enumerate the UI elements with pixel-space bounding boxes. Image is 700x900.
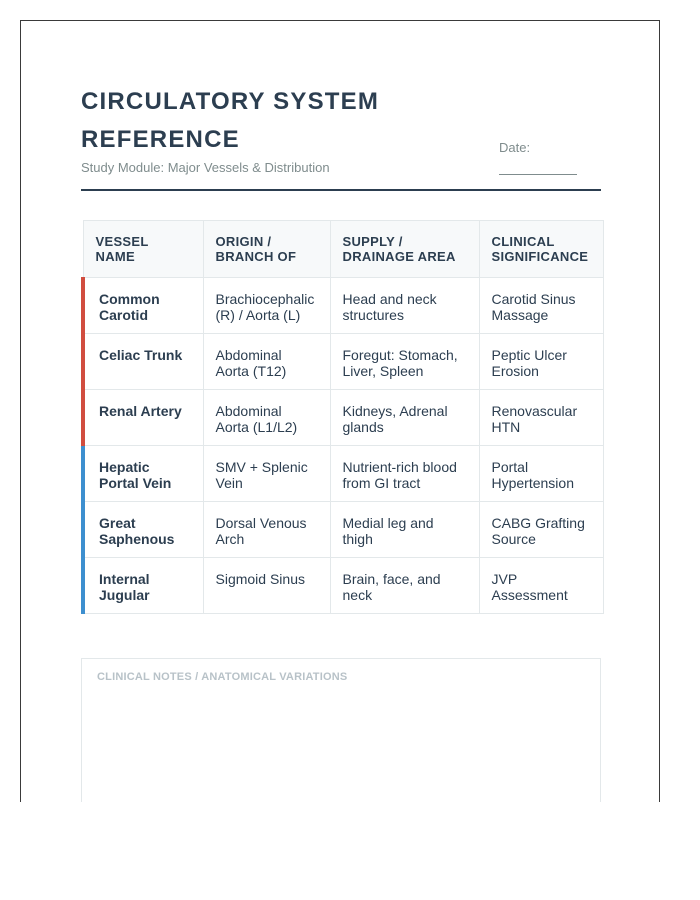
- vessel-name-cell: Hepatic Portal Vein: [83, 446, 203, 502]
- clinical-cell: JVP Assessment: [479, 558, 603, 614]
- supply-cell: Nutrient-rich blood from GI tract: [330, 446, 479, 502]
- table-row: [83, 558, 603, 614]
- page-header: [81, 81, 601, 191]
- vessel-table: [81, 220, 604, 614]
- vessel-name-cell: Great Saphenous: [83, 502, 203, 558]
- page-title: CIRCULATORY SYSTEM REFERENCE: [81, 88, 380, 153]
- table-row: [83, 446, 603, 502]
- supply-cell: Brain, face, and neck: [330, 558, 479, 614]
- page-subtitle: Study Module: Major Vessels & Distribution: [81, 160, 330, 175]
- clinical-cell: Renovascular HTN: [479, 390, 603, 446]
- document-page: [20, 20, 660, 802]
- clinical-notes-label: CLINICAL NOTES / ANATOMICAL VARIATIONS: [97, 671, 348, 683]
- vessel-name-cell: Celiac Trunk: [83, 334, 203, 390]
- date-label: Date:: [499, 140, 531, 155]
- clinical-cell: Carotid Sinus Massage: [479, 278, 603, 334]
- vessel-name-cell: Internal Jugular: [83, 558, 203, 614]
- supply-cell: Head and neck structures: [330, 278, 479, 334]
- origin-cell: Brachiocephalic (R) / Aorta (L): [203, 278, 330, 334]
- supply-cell: Kidneys, Adrenal glands: [330, 390, 479, 446]
- clinical-cell: Peptic Ulcer Erosion: [479, 334, 603, 390]
- origin-cell: SMV + Splenic Vein: [203, 446, 330, 502]
- column-header-supply: SUPPLY / DRAINAGE AREA: [330, 221, 479, 278]
- column-header-clinical: CLINICAL SIGNIFICANCE: [479, 221, 603, 278]
- table-header-row: [83, 221, 603, 278]
- supply-cell: Foregut: Stomach, Liver, Spleen: [330, 334, 479, 390]
- origin-cell: Abdominal Aorta (L1/L2): [203, 390, 330, 446]
- supply-cell: Medial leg and thigh: [330, 502, 479, 558]
- origin-cell: Dorsal Venous Arch: [203, 502, 330, 558]
- origin-cell: Abdominal Aorta (T12): [203, 334, 330, 390]
- table-row: [83, 390, 603, 446]
- column-header-origin: ORIGIN / BRANCH OF: [203, 221, 330, 278]
- clinical-notes-box[interactable]: [81, 658, 601, 802]
- column-header-vessel-name: VESSEL NAME: [83, 221, 203, 278]
- vessel-name-cell: Renal Artery: [83, 390, 203, 446]
- table-row: [83, 334, 603, 390]
- origin-cell: Sigmoid Sinus: [203, 558, 330, 614]
- date-field[interactable]: [499, 174, 577, 175]
- clinical-cell: Portal Hypertension: [479, 446, 603, 502]
- vessel-name-cell: Common Carotid: [83, 278, 203, 334]
- clinical-cell: CABG Grafting Source: [479, 502, 603, 558]
- table-row: [83, 502, 603, 558]
- table-row: [83, 278, 603, 334]
